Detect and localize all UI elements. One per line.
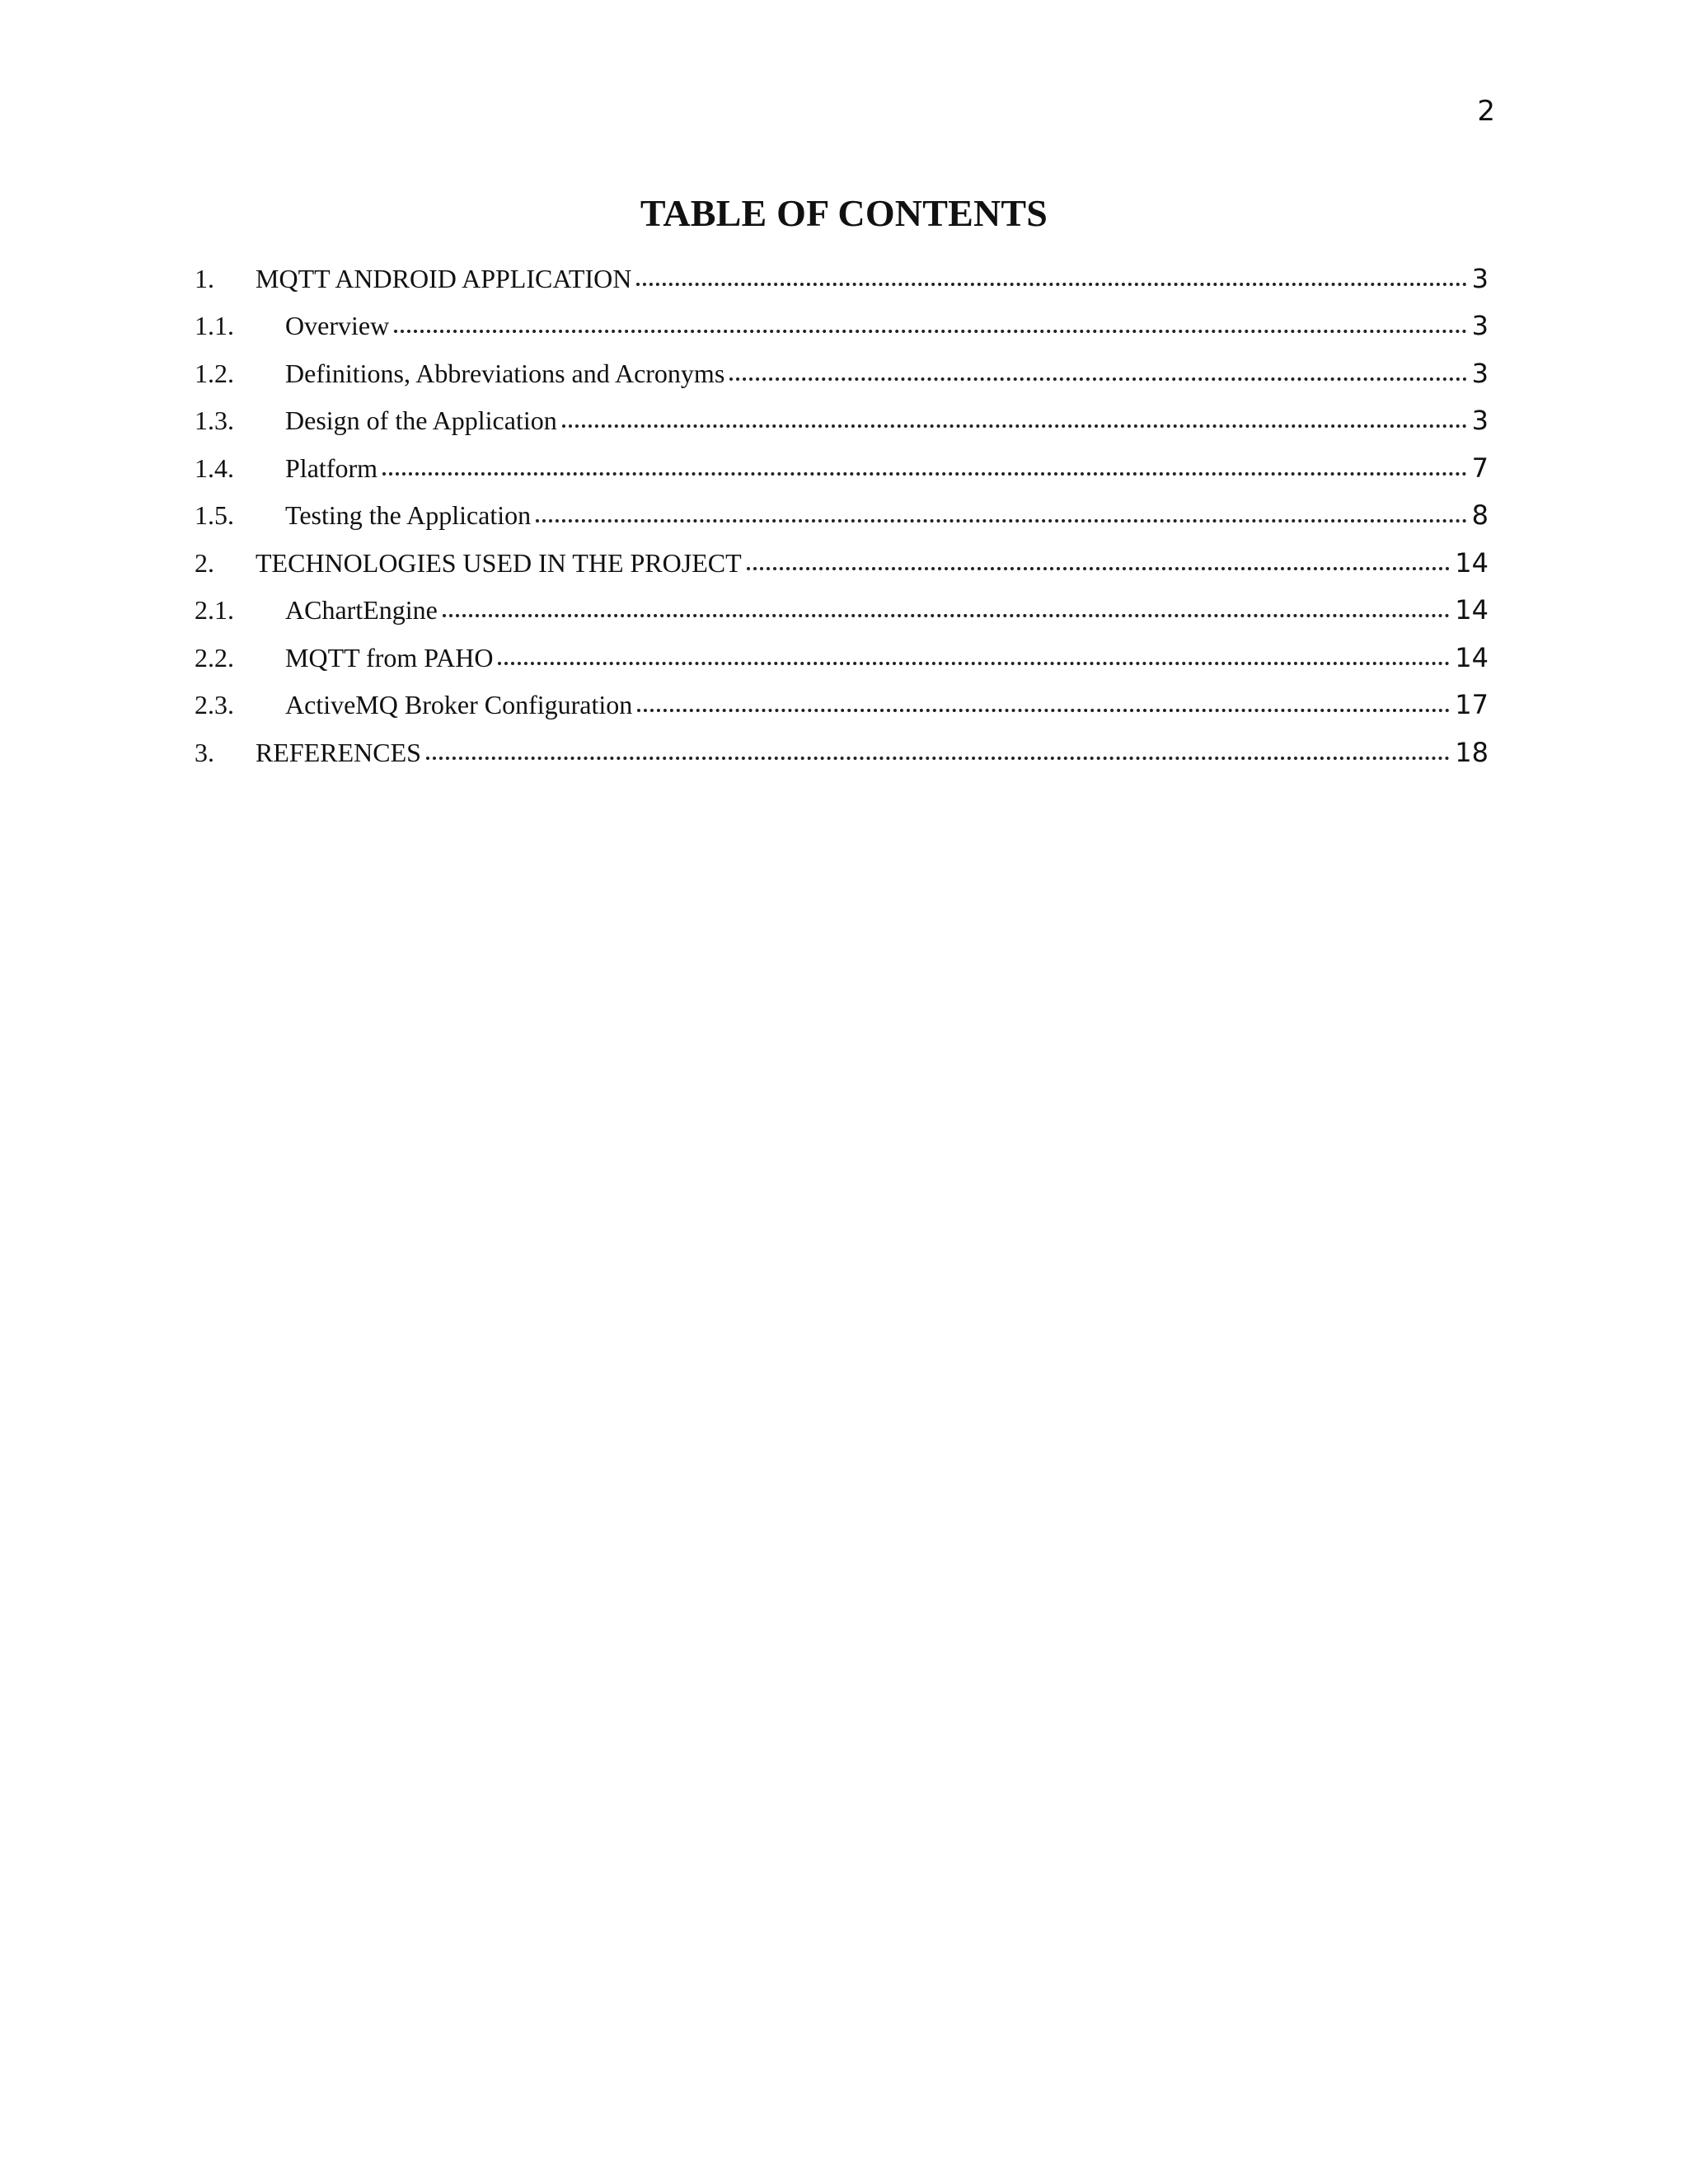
toc-entry-label: Definitions, Abbreviations and Acronyms bbox=[285, 358, 725, 388]
toc-entry-page: 3 bbox=[1471, 262, 1489, 294]
toc-dot-leader bbox=[536, 518, 1466, 523]
toc-entry[interactable] bbox=[195, 244, 1489, 292]
toc-entry[interactable] bbox=[195, 434, 1489, 484]
toc-entry-label: MQTT ANDROID APPLICATION bbox=[256, 263, 632, 293]
toc-entry[interactable] bbox=[195, 671, 1489, 719]
toc-entry-label: REFERENCES bbox=[256, 737, 421, 767]
toc-dot-leader bbox=[747, 566, 1451, 570]
toc-entry-number: 2.2. bbox=[195, 642, 234, 673]
toc-title: TABLE OF CONTENTS bbox=[640, 192, 1048, 234]
toc-entry-label: ActiveMQ Broker Configuration bbox=[285, 690, 633, 719]
toc-entry-page: 17 bbox=[1455, 689, 1489, 720]
toc-entry-page: 3 bbox=[1471, 405, 1489, 436]
toc-dot-leader bbox=[382, 471, 1467, 476]
toc-entry-label: Testing the Application bbox=[285, 500, 532, 530]
toc-entry-page: 3 bbox=[1471, 310, 1489, 341]
toc-entry-number: 1. bbox=[195, 263, 214, 293]
toc-entry-page: 14 bbox=[1455, 641, 1489, 673]
toc-list bbox=[195, 244, 1489, 766]
toc-entry-page: 8 bbox=[1471, 499, 1489, 531]
toc-entry[interactable] bbox=[195, 528, 1489, 579]
toc-entry-page: 14 bbox=[1455, 594, 1489, 626]
toc-entry-number: 1.4. bbox=[195, 452, 234, 483]
toc-entry-number: 2. bbox=[195, 547, 214, 578]
toc-dot-leader bbox=[426, 756, 1450, 760]
toc-entry[interactable] bbox=[195, 387, 1489, 434]
toc-entry-number: 2.3. bbox=[195, 690, 234, 719]
toc-dot-leader bbox=[562, 424, 1467, 428]
toc-dot-leader bbox=[636, 282, 1466, 286]
toc-entry-label: Overview bbox=[285, 311, 390, 340]
toc-entry-label: Platform bbox=[285, 452, 377, 483]
toc-entry[interactable] bbox=[195, 718, 1489, 766]
toc-entry-number: 1.1. bbox=[195, 311, 234, 340]
page-number: 2 bbox=[1477, 95, 1495, 128]
toc-entry-page: 3 bbox=[1471, 357, 1489, 389]
toc-entry-number: 1.5. bbox=[195, 500, 234, 530]
toc-entry-number: 3. bbox=[195, 737, 214, 767]
toc-entry-number: 1.2. bbox=[195, 358, 234, 388]
toc-dot-leader bbox=[443, 613, 1450, 617]
toc-entry[interactable] bbox=[195, 623, 1489, 671]
toc-entry-page: 7 bbox=[1471, 452, 1489, 484]
toc-entry[interactable] bbox=[195, 576, 1489, 624]
toc-dot-leader bbox=[394, 329, 1466, 333]
toc-entry-number: 1.3. bbox=[195, 405, 234, 435]
toc-entry-label: MQTT from PAHO bbox=[285, 642, 494, 673]
toc-dot-leader bbox=[498, 661, 1450, 665]
toc-entry[interactable] bbox=[195, 292, 1489, 340]
toc-entry-page: 18 bbox=[1455, 736, 1489, 768]
toc-entry-number: 2.1. bbox=[195, 595, 234, 625]
toc-entry[interactable] bbox=[195, 339, 1489, 387]
toc-entry-label: AChartEngine bbox=[285, 595, 438, 625]
toc-entry[interactable] bbox=[195, 481, 1489, 529]
toc-entry-page: 14 bbox=[1455, 546, 1489, 579]
toc-entry-label: TECHNOLOGIES USED IN THE PROJECT bbox=[256, 547, 742, 578]
toc-dot-leader bbox=[637, 708, 1450, 712]
toc-entry-label: Design of the Application bbox=[285, 405, 557, 435]
toc-dot-leader bbox=[729, 377, 1466, 381]
